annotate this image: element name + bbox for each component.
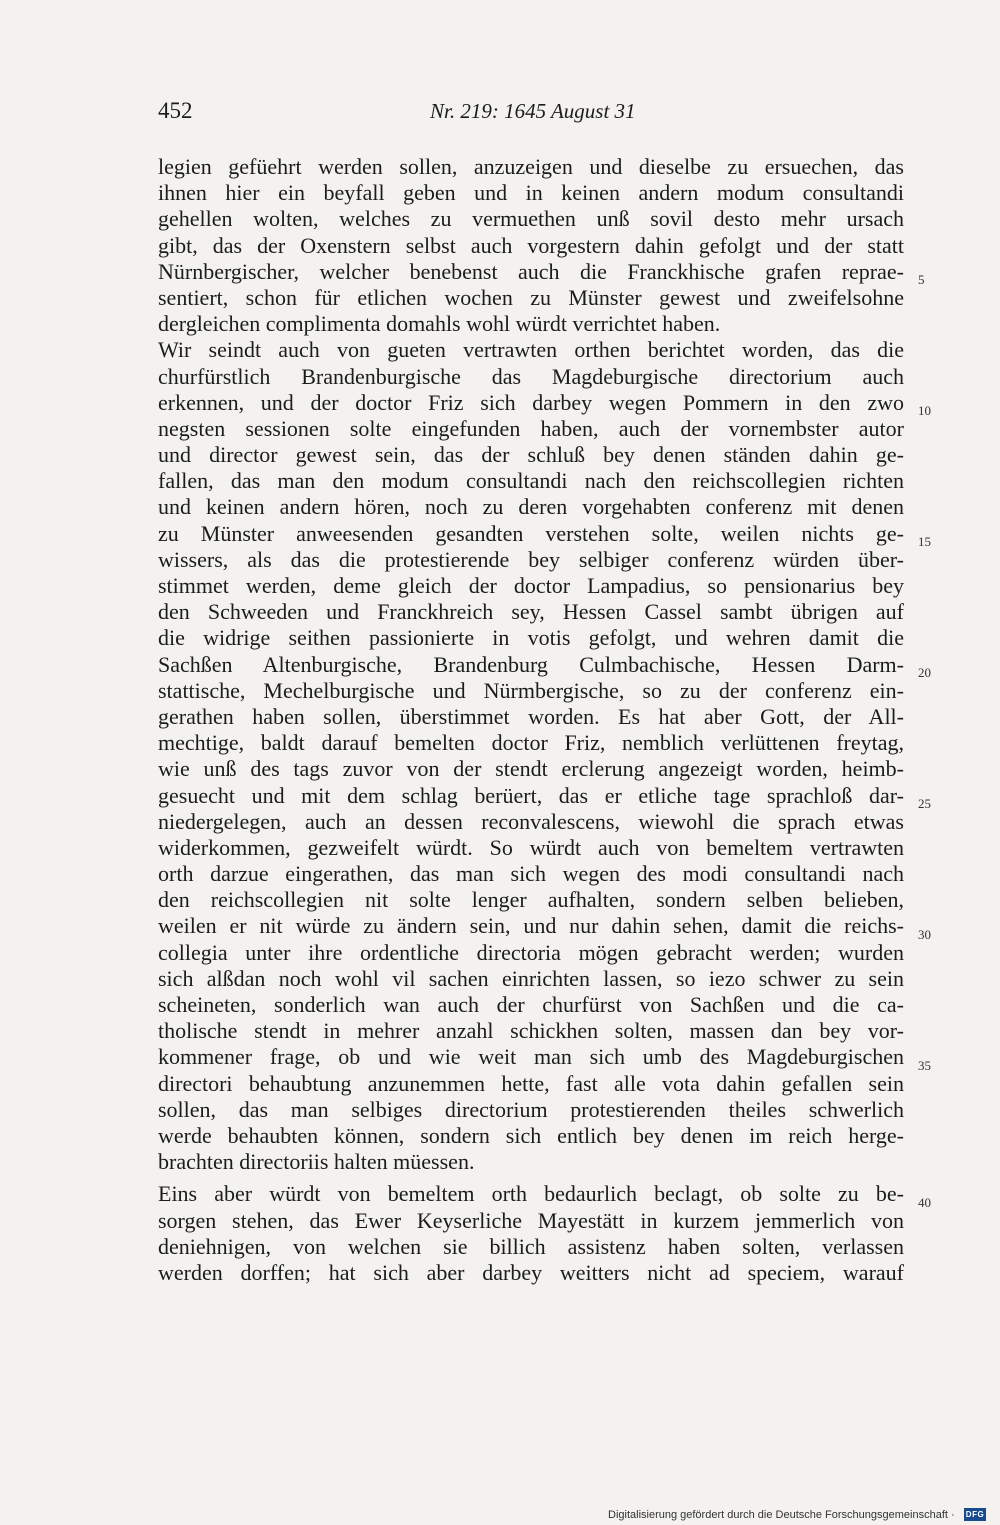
text-line: churfürstlich Brandenburgische das Magdeburgische directorium auch	[158, 363, 904, 389]
text-line: weilen er nit würde zu ändern sein, und nur dahin sehen, damit die reichs-	[158, 913, 904, 939]
paragraph	[158, 337, 904, 1175]
text-line: ihnen hier ein beyfall geben und in keinen andern modum consultandi	[158, 180, 904, 206]
text-line: den reichscollegien nit solte lenger aufhalten, sondern selben belieben,	[158, 887, 904, 913]
text-line: wissers, als das die protestierende bey selbiger conferenz würden über-	[158, 546, 904, 572]
line-number: 10	[918, 403, 931, 418]
text-line: scheineten, sonderlich wan auch der churfürst von Sachßen und die ca-	[158, 992, 904, 1017]
text-line: die widrige seithen passionierte in votis gefolgt, und wehren damit die	[158, 625, 904, 651]
text-line: sich alßdan noch wohl vil sachen einrichten lassen, so iezo schwer zu sein	[158, 965, 904, 991]
line-number: 40	[918, 1195, 931, 1210]
text-line: Sachßen Altenburgische, Brandenburg Culmbachische, Hessen Darm-	[158, 651, 904, 677]
text-line: und keinen andern hören, noch zu deren vorgehabten conferenz mit denen	[158, 494, 904, 520]
paragraph	[158, 1181, 904, 1286]
text-line: sorgen stehen, das Ewer Keyserliche Mayestätt in kurzem jemmerlich von	[158, 1207, 904, 1233]
text-line: werden dorffen; hat sich aber darbey weitters nicht ad speciem, warauf	[158, 1259, 904, 1285]
text-line: orth darzue eingerathen, das man sich wegen des modi consultandi nach	[158, 861, 904, 887]
text-line: erkennen, und der doctor Friz sich darbey wegen Pommern in den zwo	[158, 389, 904, 415]
text-line: deniehnigen, von welchen sie billich assistenz haben solten, verlassen	[158, 1233, 904, 1259]
text-line: gerathen haben sollen, überstimmet worden. Es hat aber Gott, der All-	[158, 703, 904, 729]
text-line: Eins aber würdt von bemeltem orth bedaurlich beclagt, ob solte zu be-	[158, 1181, 904, 1207]
text-line: fallen, das man den modum consultandi nach den reichscollegien richten	[158, 468, 904, 494]
dfg-logo: DFG	[965, 1510, 985, 1519]
text-line: zu Münster anweesenden gesandten verstehen solte, weilen nichts ge-	[158, 520, 904, 546]
text-line: negsten sessionen solte eingefunden haben, auch der vornembster autor	[158, 415, 904, 441]
text-line: Nürnbergischer, welcher benebenst auch die Franckhische grafen reprae-	[158, 258, 904, 284]
text-line: gehellen wolten, welches zu vermuethen unß sovil desto mehr ursach	[158, 206, 904, 232]
line-number: 25	[918, 796, 931, 811]
line-number: 15	[918, 534, 931, 549]
text-line: sollen, das man selbiges directorium protestierenden theiles schwerlich	[158, 1096, 904, 1122]
text-line: mechtige, baldt darauf bemelten doctor Friz, nemblich verlüttenen freytag,	[158, 730, 904, 756]
text-line: wie unß des tags zuvor von der stendt erclerung angezeigt worden, heimb-	[158, 756, 904, 782]
text-line: kommener frage, ob und wie weit man sich umb des Magdeburgischen	[158, 1044, 904, 1070]
text-line: stattische, Mechelburgische und Nürmbergische, so zu der conferenz ein-	[158, 677, 904, 703]
line-number: 35	[918, 1058, 931, 1073]
digitization-credit: Digitalisierung gefördert durch die Deutsche Forschungsgemeinschaft ·	[608, 1509, 955, 1521]
body-text	[158, 154, 904, 1286]
running-head: Nr. 219: 1645 August 31	[430, 99, 636, 123]
text-line: den Schweeden und Franckhreich sey, Hessen Cassel sambt übrigen auf	[158, 599, 904, 625]
text-line: tholische stendt in mehrer anzahl schickhen solten, massen dan bey vor-	[158, 1018, 904, 1044]
text-line: werde behaubten können, sondern sich entlich bey denen im reich herge-	[158, 1122, 904, 1148]
text-line: gesuecht und mit dem schlag berüert, das er etliche tage sprachloß dar-	[158, 782, 904, 808]
text-line: brachten directoriis halten müessen.	[158, 1149, 475, 1175]
text-line: und director gewest sein, das der schluß bey denen ständen dahin ge-	[158, 442, 904, 468]
text-line: widerkommen, gezweifelt würdt. So würdt auch von bemeltem vertrawten	[158, 834, 904, 860]
text-line: collegia unter ihre ordentliche directoria mögen gebracht werden; wurden	[158, 939, 904, 965]
line-number: 5	[918, 272, 925, 287]
paragraph	[158, 154, 904, 337]
line-number: 30	[918, 927, 931, 942]
text-line: dergleichen complimenta domahls wohl würdt verrichtet haben.	[158, 311, 721, 337]
text-line: Wir seindt auch von gueten vertrawten orthen berichtet worden, das die	[158, 337, 904, 363]
text-line: sentiert, schon für etlichen wochen zu Münster gewest und zweifelsohne	[158, 284, 904, 310]
text-line: directori behaubtung anzunemmen hette, fast alle vota dahin gefallen sein	[158, 1070, 904, 1096]
text-line: gibt, das der Oxenstern selbst auch vorgestern dahin gefolgt und der statt	[158, 232, 904, 258]
text-line: legien gefüehrt werden sollen, anzuzeigen und dieselbe zu ersuechen, das	[158, 154, 904, 179]
text-line: stimmet werden, deme gleich der doctor Lampadius, so pensionarius bey	[158, 573, 904, 598]
text-line: niedergelegen, auch an dessen reconvalescens, wiewohl die sprach etwas	[158, 808, 904, 834]
line-number: 20	[918, 665, 931, 680]
page-number: 452	[158, 98, 193, 123]
